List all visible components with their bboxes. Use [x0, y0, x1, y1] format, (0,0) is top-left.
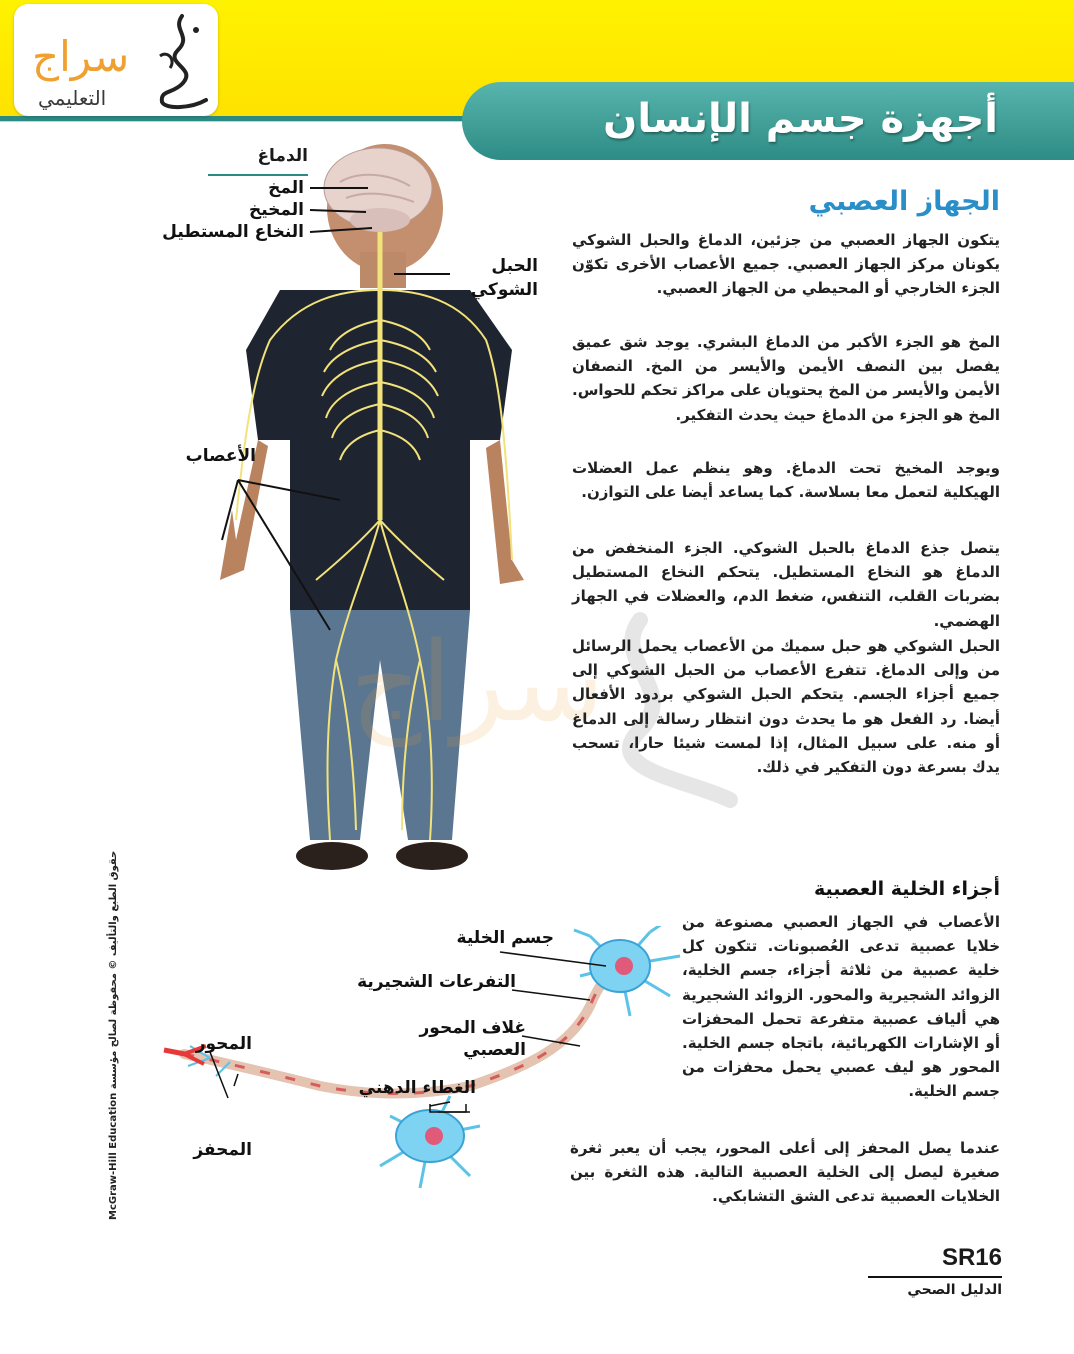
impulse-label: المحفز [193, 1140, 252, 1160]
logo-calligraphy-icon [152, 10, 218, 114]
cerebrum-label: المخ [268, 178, 304, 198]
myelin-sheath-label-line2: العصبي [463, 1040, 526, 1060]
svg-text:سراج: سراج [350, 618, 605, 746]
dendrites-label: التفرعات الشجيرية [357, 972, 516, 992]
neuron-paragraph-2: عندما يصل المحفز إلى أعلى المحور، يجب أن يعبر ثغرة صغيرة ليصل إلى الخلية العصبية التالية. هذه الثغرة بين الخلايات العصبية تدعى الشق التشابكي. [570, 1139, 1000, 1206]
nervous-system-heading: الجهاز العصبي [808, 186, 1000, 217]
neuron-section-heading: أجزاء الخلية العصبية [814, 878, 1000, 900]
nervous-system-paragraph-5: الحبل الشوكي هو حبل سميك من الأعصاب يحمل الرسائل من وإلى الدماغ. تتفرع الأعصاب من الحبل الشوكي إلى جميع أجزاء الجسم. يتحكم الحبل الشوكي بردود الأفعال أيضا. رد الفعل هو ما يحدث دون انتظار رسالة إلى الدماغ أو منه. على سبيل المثال، إذا لمست شيئا حارا، تسحب يدك بسرعة دون التفكير في ذلك. [572, 637, 1000, 777]
logo-main-text: سراج [32, 32, 130, 81]
nervous-system-paragraph-2: المخ هو الجزء الأكبر من الدماغ البشري. يوجد شق عميق يفصل بين النصف الأيمن والأيسر من المخ. النصفان الأيمن والأيسر من المخ يحتويان على مراكز تحكم للحواس. المخ هو الجزء من الدماغ حيث يحدث التفكير. [572, 333, 1000, 424]
copyright-text: McGraw-Hill Education حقوق الطبع والتأليف © محفوظة لصالح مؤسسة [108, 850, 119, 1220]
brain-header-label: الدماغ [257, 146, 308, 166]
fatty-covering-label: الغطاء الدهني [358, 1078, 476, 1098]
nervous-system-paragraph-4: يتصل جذع الدماغ بالحبل الشوكي. الجزء المنخفض من الدماغ هو النخاع المستطيل. يتحكم النخاع المستطيل بضربات القلب، التنفس، ضغط الدم، والعضلات في الجهاز الهضمي. [572, 539, 1000, 630]
spinal-cord-label-line2: الشوكي [470, 280, 538, 300]
myelin-sheath-label-line1: غلاف المحور [419, 1018, 526, 1038]
brain-header-underline [208, 174, 308, 176]
cerebellum-label: المخيخ [248, 200, 304, 220]
logo-sub-text: التعليمي [38, 86, 107, 110]
nerves-label: الأعصاب [185, 446, 256, 466]
neuron-paragraph-1: الأعصاب في الجهاز العصبي مصنوعة من خلايا عصبية تدعى العُصبونات. تتكون كل خلية عصبية من ثلاثة أجزاء، جسم الخلية، الزوائد الشجيرية والمحور. الزوائد الشجيرية هي ألياف عصبية متفرعة تحمل المحفزات أو الإشارات الكهربائية، باتجاه جسم الخلية. المحور هو ليف عصبي يحمل محفزات من جسم الخلية. [682, 913, 1000, 1101]
page-number-rule [868, 1276, 1002, 1278]
neuron-diagram [150, 926, 710, 1206]
cell-body-label: جسم الخلية [456, 928, 554, 948]
health-guide-label: الدليل الصحي [907, 1282, 1002, 1298]
medulla-label: النخاع المستطيل [162, 222, 304, 242]
axon-label: المحور [195, 1034, 252, 1054]
page-number: SR16 [941, 1244, 1002, 1271]
nervous-system-paragraph-1: يتكون الجهاز العصبي من جزئين، الدماغ والحبل الشوكي يكونان مركز الجهاز العصبي. جميع الأعصاب الأخرى تكوّن الجزء الخارجي أو المحيطي من الجهاز العصبي. [572, 231, 1000, 298]
page-title: أجهزة جسم الإنسان [603, 96, 998, 142]
logo [14, 4, 218, 116]
spinal-cord-label-line1: الحبل [491, 256, 538, 276]
nervous-system-paragraph-3: ويوجد المخيخ تحت الدماغ. وهو ينظم عمل العضلات الهيكلية لتعمل معا بسلاسة. كما يساعد أيضا على التوازن. [572, 459, 1000, 502]
